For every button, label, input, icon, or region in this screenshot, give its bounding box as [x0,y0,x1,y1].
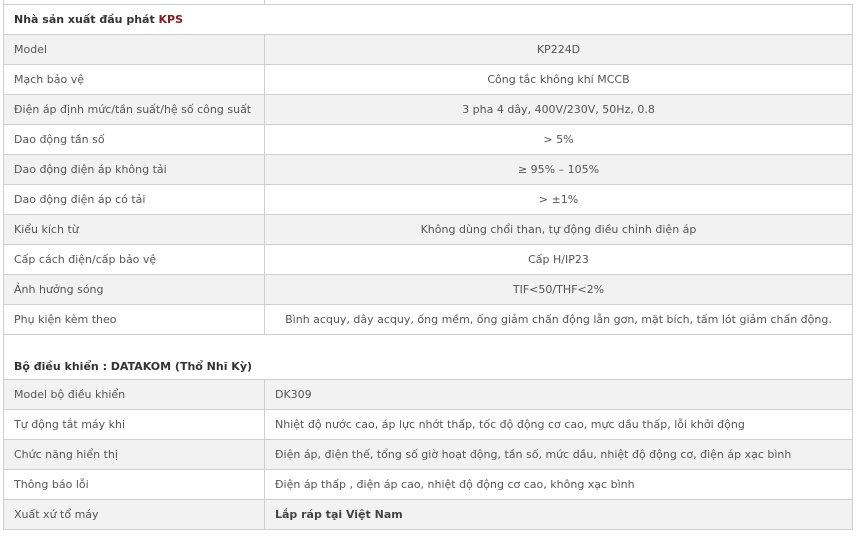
row-value: Công tắc không khí MCCB [265,65,853,95]
row-value: DK309 [265,380,853,410]
table-row [4,95,853,125]
brand-name: KPS [158,13,184,26]
row-label: Phụ kiện kèm theo [4,305,265,335]
table-row [4,440,853,470]
row-value: ≥ 95% – 105% [265,155,853,185]
row-label: Dao động điện áp không tải [4,155,265,185]
row-value: TIF<50/THF<2% [265,275,853,305]
row-value: Không dùng chổi than, tự động điều chỉnh điện áp [265,215,853,245]
row-label: Chức năng hiển thị [4,440,265,470]
row-label: Mạch bảo vệ [4,65,265,95]
row-value: Cấp H/IP23 [265,245,853,275]
section-title [4,5,853,35]
row-value: Nhiệt độ nước cao, áp lực nhớt thấp, tốc độ động cơ cao, mực dầu thấp, lỗi khởi động [265,410,853,440]
row-label: Ảnh hưởng sóng [4,275,265,305]
table-row [4,305,853,335]
table-row [4,35,853,65]
table-row [4,380,853,410]
table-row [4,500,853,530]
row-value: > 5% [265,125,853,155]
section-title: Bộ điều khiển : DATAKOM (Thổ Nhĩ Kỳ) [4,335,853,380]
row-label: Cấp cách điện/cấp bảo vệ [4,245,265,275]
table-row [4,410,853,440]
row-value: Điện áp, điện thế, tổng số giờ hoạt động, tần số, mức dầu, nhiệt độ động cơ, điện áp xạc bình [265,440,853,470]
row-label: Thông báo lỗi [4,470,265,500]
table-row [4,65,853,95]
table-row [4,245,853,275]
row-label: Dao động tần số [4,125,265,155]
row-label: Dao động điện áp có tải [4,185,265,215]
row-value: > ±1% [265,185,853,215]
section-title-prefix: Nhà sản xuất đầu phát [14,13,159,26]
spec-table-container [3,0,853,543]
spec-table [3,0,853,530]
table-row [4,125,853,155]
table-row [4,275,853,305]
row-label: Model bộ điều khiển [4,380,265,410]
row-label: Tự động tắt máy khi [4,410,265,440]
table-row [4,155,853,185]
row-value: Bình acquy, dây acquy, ống mềm, ống giảm chấn động lẫn gơn, mặt bích, tấm lót giảm chấn động. [265,305,853,335]
table-row [4,215,853,245]
row-value: KP224D [265,35,853,65]
row-value: Điện áp thấp , điện áp cao, nhiệt độ động cơ cao, không xạc bình [265,470,853,500]
row-label: Điện áp định mức/tần suất/hệ số công suất [4,95,265,125]
section-header-generator [4,5,853,35]
section-header-controller [4,335,853,380]
row-label: Kiểu kích từ [4,215,265,245]
row-label: Xuất xứ tổ máy [4,500,265,530]
table-row [4,185,853,215]
row-label: Model [4,35,265,65]
row-value: Lắp ráp tại Việt Nam [265,500,853,530]
row-value: 3 pha 4 dây, 400V/230V, 50Hz, 0.8 [265,95,853,125]
table-row [4,470,853,500]
